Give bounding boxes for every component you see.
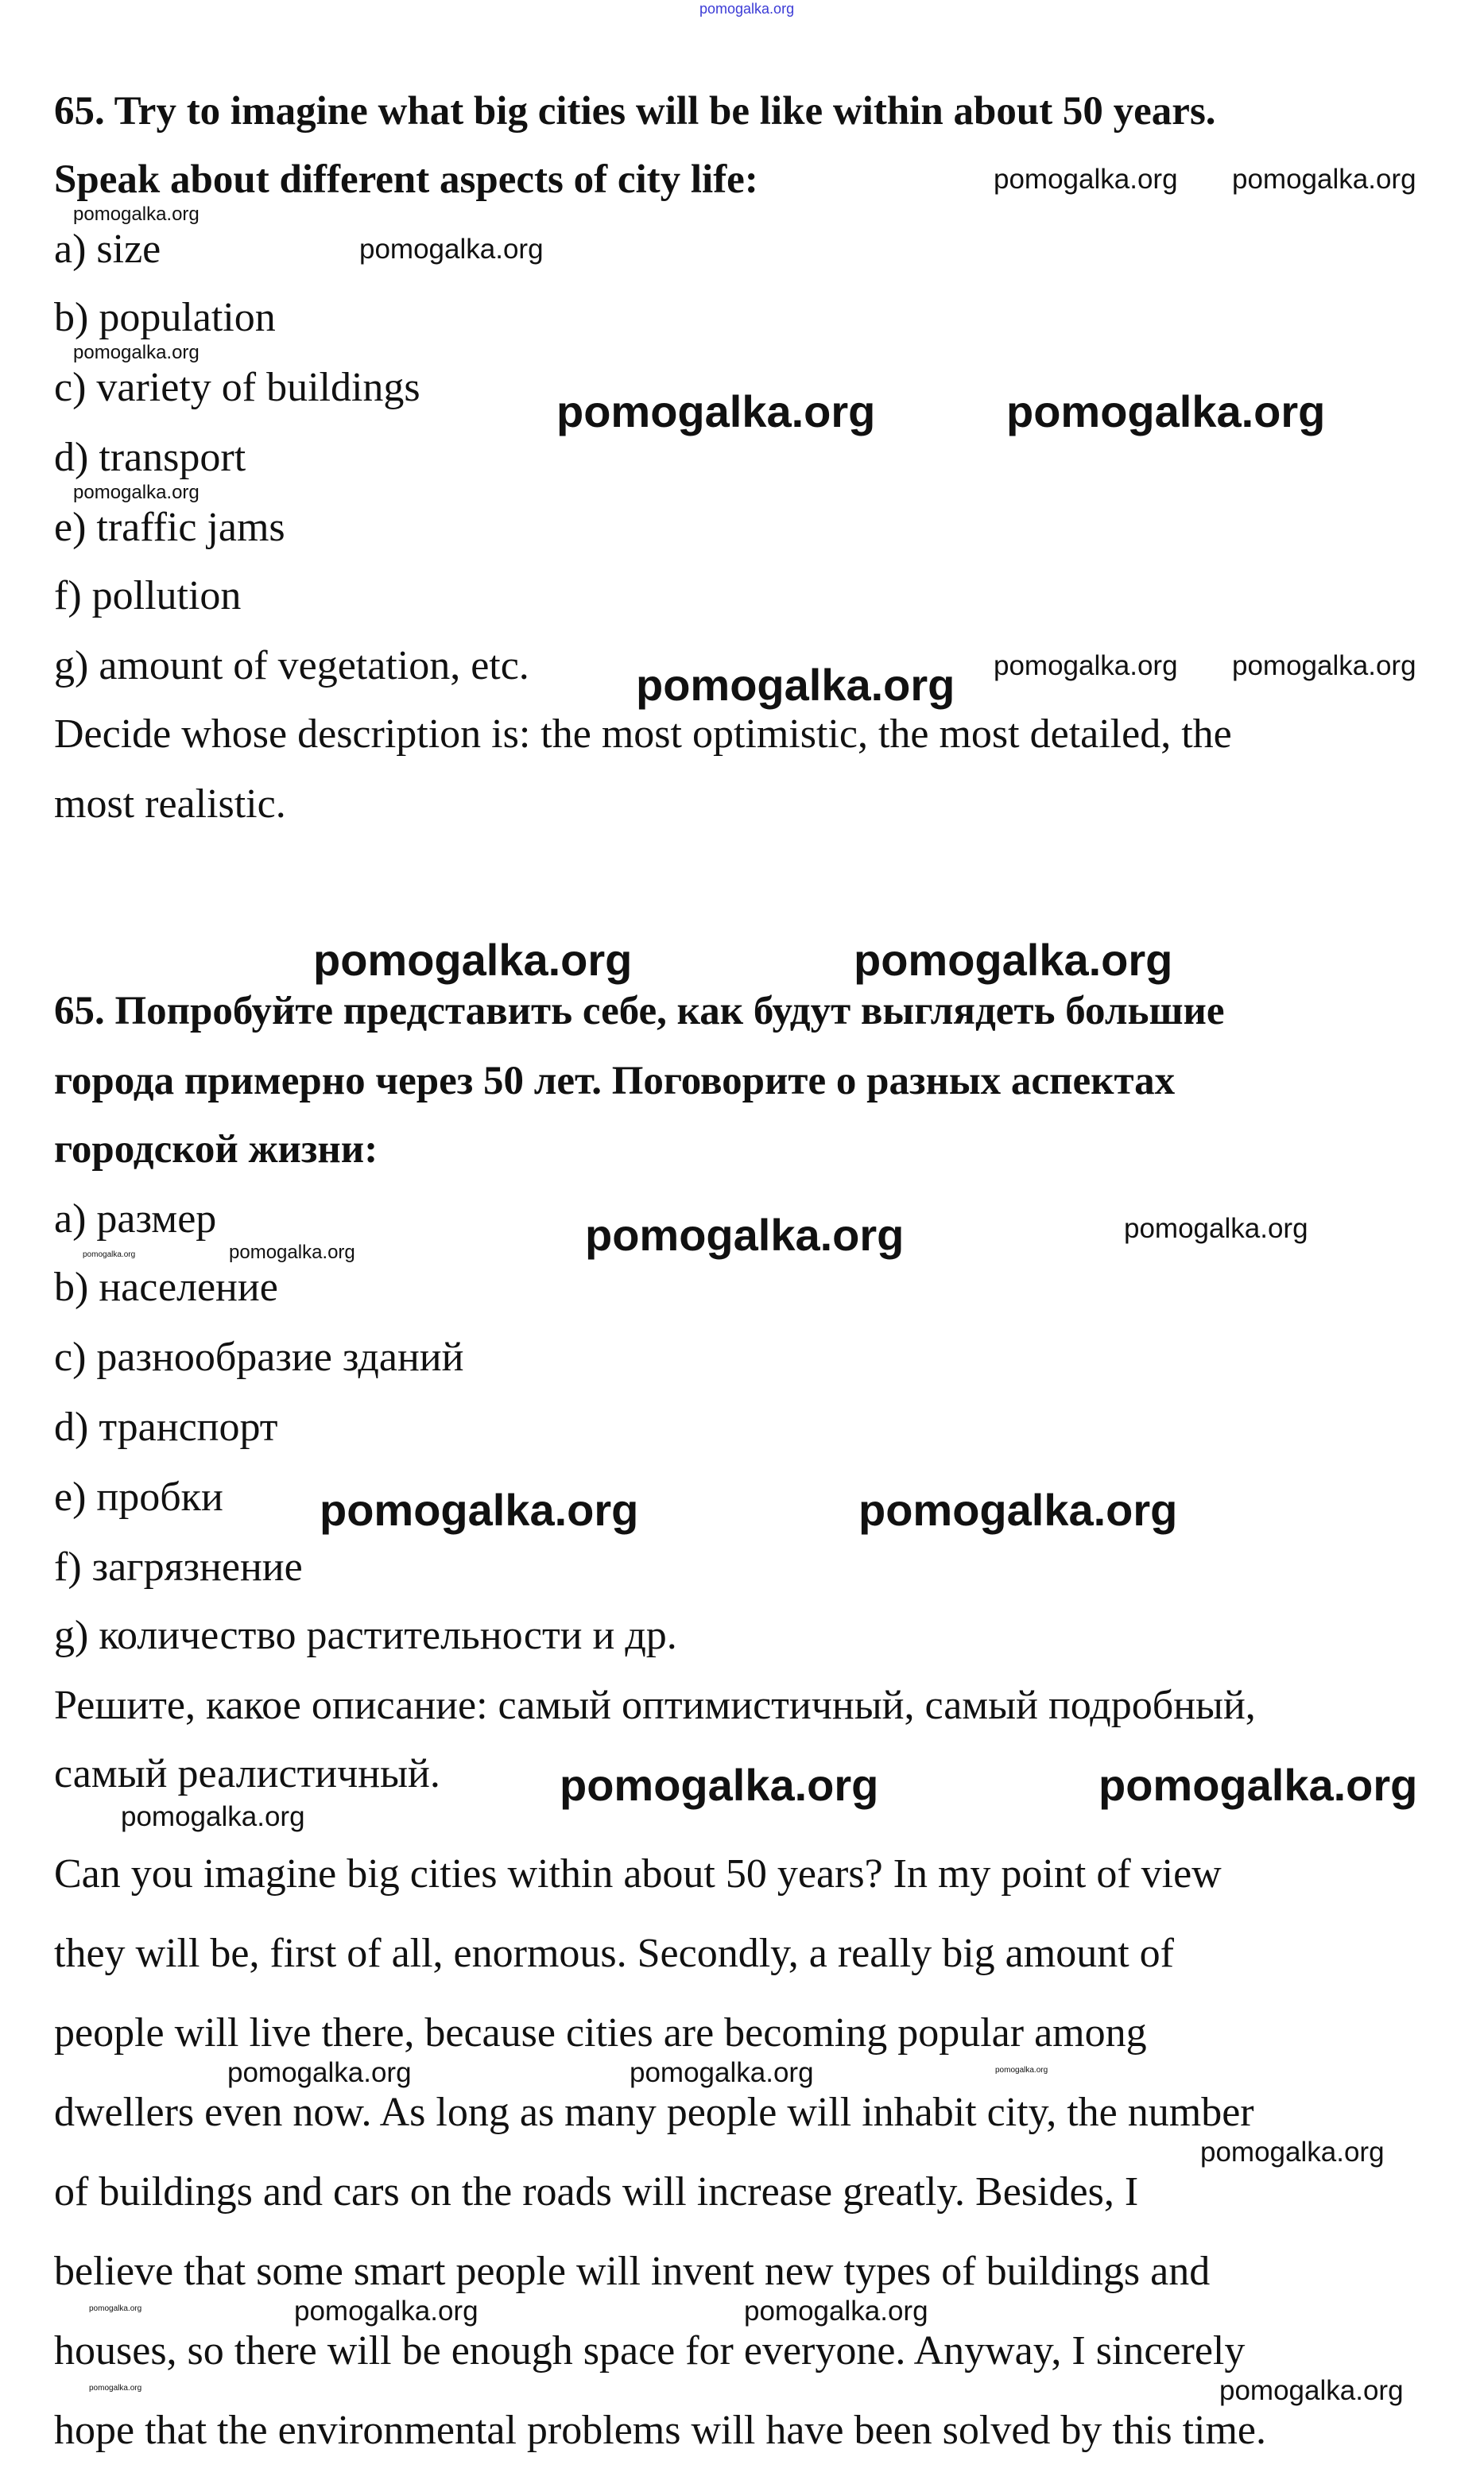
list-item: e) пробки [54, 1475, 223, 1520]
answer-line: believe that some smart people will invent new types of buildings and [54, 2249, 1211, 2294]
answer-line: people will live there, because cities are becoming popular among [54, 2010, 1147, 2056]
exercise-title-en-2: Speak about different aspects of city life: [54, 157, 758, 202]
list-item: d) транспорт [54, 1405, 278, 1450]
watermark: pomogalka.org [995, 2066, 1048, 2075]
watermark: pomogalka.org [699, 1, 795, 17]
watermark: pomogalka.org [1006, 386, 1326, 436]
list-item: c) variety of buildings [54, 365, 420, 410]
watermark: pomogalka.org [744, 2296, 928, 2327]
answer-line: houses, so there will be enough space for everyone. Anyway, I sincerely [54, 2328, 1246, 2374]
task-text-en: Decide whose description is: the most optimistic, the most detailed, the [54, 711, 1232, 757]
list-item: b) population [54, 295, 276, 340]
list-item: d) transport [54, 435, 246, 480]
watermark: pomogalka.org [1232, 650, 1416, 681]
watermark: pomogalka.org [636, 660, 955, 710]
task-text-en-2: most realistic. [54, 781, 286, 827]
watermark: pomogalka.org [1232, 164, 1416, 195]
exercise-title-ru-3: городской жизни: [54, 1127, 378, 1172]
watermark: pomogalka.org [1098, 1760, 1418, 1810]
answer-line: Can you imagine big cities within about 50 years? In my point of view [54, 1851, 1222, 1897]
exercise-title-en: 65. Try to imagine what big cities will be like within about 50 years. [54, 89, 1216, 134]
watermark: pomogalka.org [556, 386, 876, 436]
task-text-ru: Решите, какое описание: самый оптимистичный, самый подробный, [54, 1683, 1256, 1728]
answer-line: hope that the environmental problems will have been solved by this time. [54, 2408, 1266, 2453]
watermark: pomogalka.org [73, 203, 200, 225]
exercise-title-ru: 65. Попробуйте представить себе, как будут выглядеть большие [54, 989, 1225, 1033]
watermark: pomogalka.org [854, 935, 1173, 985]
exercise-title-ru-2: города примерно через 50 лет. Поговорите о разных аспектах [54, 1059, 1176, 1103]
watermark: pomogalka.org [858, 1485, 1178, 1535]
list-item: a) размер [54, 1196, 217, 1242]
list-item: g) количество растительности и др. [54, 1613, 677, 1658]
watermark: pomogalka.org [89, 2384, 142, 2393]
watermark: pomogalka.org [229, 1242, 355, 1263]
list-item: a) size [54, 227, 161, 272]
watermark: pomogalka.org [227, 2057, 412, 2088]
task-text-ru-2: самый реалистичный. [54, 1751, 440, 1796]
watermark: pomogalka.org [585, 1210, 905, 1260]
watermark: pomogalka.org [294, 2296, 479, 2327]
list-item: g) amount of vegetation, etc. [54, 643, 529, 688]
answer-line: they will be, first of all, enormous. Secondly, a really big amount of [54, 1931, 1174, 1976]
watermark: pomogalka.org [1124, 1213, 1308, 1244]
watermark: pomogalka.org [320, 1485, 639, 1535]
watermark: pomogalka.org [83, 1250, 136, 1259]
watermark: pomogalka.org [89, 2304, 142, 2313]
watermark: pomogalka.org [994, 650, 1178, 681]
watermark: pomogalka.org [560, 1760, 879, 1810]
watermark: pomogalka.org [121, 1801, 305, 1832]
watermark: pomogalka.org [1219, 2375, 1404, 2406]
list-item: f) pollution [54, 573, 242, 618]
watermark: pomogalka.org [313, 935, 633, 985]
list-item: e) traffic jams [54, 505, 285, 550]
watermark: pomogalka.org [630, 2057, 814, 2088]
watermark: pomogalka.org [359, 234, 544, 265]
list-item: f) загрязнение [54, 1544, 303, 1590]
watermark: pomogalka.org [73, 342, 200, 363]
watermark: pomogalka.org [994, 164, 1178, 195]
list-item: b) население [54, 1265, 278, 1310]
answer-line: of buildings and cars on the roads will increase greatly. Besides, I [54, 2169, 1139, 2215]
watermark: pomogalka.org [1200, 2137, 1385, 2168]
watermark: pomogalka.org [73, 482, 200, 503]
list-item: c) разнообразие зданий [54, 1335, 464, 1380]
answer-line: dwellers even now. As long as many people will inhabit city, the number [54, 2090, 1254, 2135]
